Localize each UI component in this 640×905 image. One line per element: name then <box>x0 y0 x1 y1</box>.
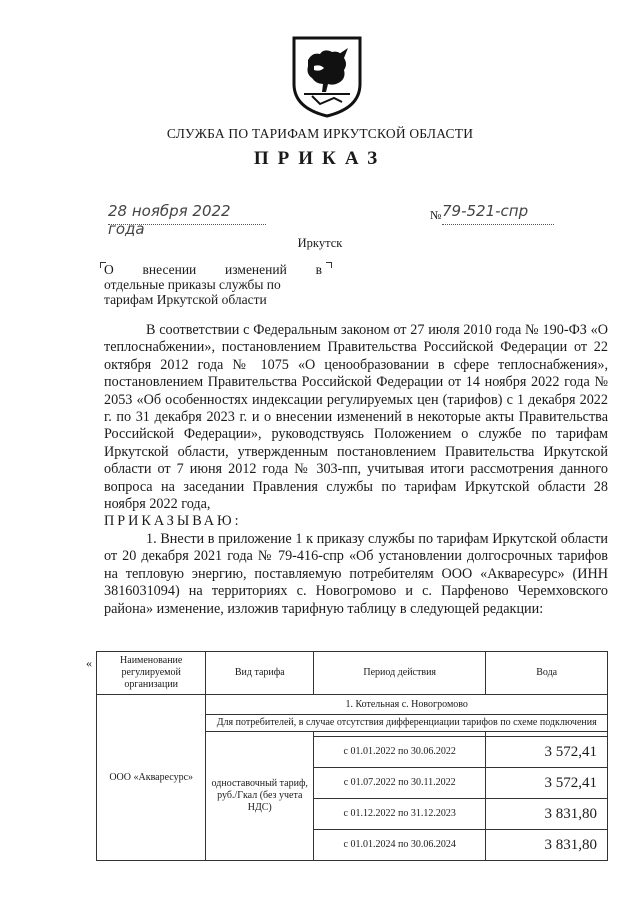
period-cell: с 01.07.2022 по 30.11.2022 <box>314 768 486 799</box>
number-label: № <box>430 208 442 222</box>
subject-word: изменений <box>225 262 287 277</box>
coat-of-arms-emblem <box>290 34 364 118</box>
document-title: ПРИКАЗ <box>253 148 387 169</box>
handwritten-date <box>108 202 268 238</box>
item-1-paragraph: 1. Внести в приложение 1 к приказу службы по тарифам Иркутской области от 20 декабря 2021 года № 79-416-спр «Об установлении долгосрочных тарифов на тепловую энергию, поставляемую потребителям ООО «Акваресурс» (ИНН 3816031094) на территориях с. Новогромово и с. Парфеново Черемховского района» изменение, изложив тарифную таблицу в следующей редакции: <box>104 530 608 617</box>
subject-block <box>104 262 322 307</box>
handwritten-number-text: 79-521-спр <box>442 202 529 220</box>
tariff-desc-cell: одноставочный тариф, руб./Гкал (без учета НДС) <box>206 732 314 861</box>
subject-bracket-right <box>326 262 332 268</box>
header-water: Вода <box>486 652 608 695</box>
subject-word: в <box>315 262 322 277</box>
subject-word: О <box>104 262 114 277</box>
handwritten-number <box>442 202 554 228</box>
subject-line-1 <box>104 262 322 277</box>
value-cell: 3 572,41 <box>486 768 608 799</box>
value-cell: 3 572,41 <box>486 737 608 768</box>
handwritten-date-text: 28 ноября 2022 года <box>108 202 231 238</box>
document-body <box>104 322 608 618</box>
value-cell: 3 831,80 <box>486 830 608 861</box>
header-org: Наименование регулируемой организации <box>97 652 206 695</box>
subsection-cell: Для потребителей, в случае отсутствия дифференциации тарифов по схеме подключения <box>206 715 608 732</box>
decree-heading: ПРИКАЗЫВАЮ: <box>104 513 242 530</box>
period-cell: с 01.01.2022 по 30.06.2022 <box>314 737 486 768</box>
value-cell: 3 831,80 <box>486 799 608 830</box>
table-header-row <box>97 652 608 695</box>
subject-line-2: отдельные приказы службы по <box>104 277 281 292</box>
number-underline <box>442 224 554 225</box>
organization-name: СЛУЖБА ПО ТАРИФАМ ИРКУТСКОЙ ОБЛАСТИ <box>166 126 474 141</box>
table-section-row <box>97 695 608 715</box>
preamble-paragraph: В соответствии с Федеральным законом от 27 июля 2010 года № 190-ФЗ «О теплоснабжении», постановлением Правительства Российской Федерации от 22 октября 2012 года № 1075 «О ценообразовании в сфере теплоснабжения», постановлением Правительства Российской Федерации от 14 ноября 2022 года № 2053 «Об особенностях индексации регулируемых цен (тарифов) с 1 декабря 2022 г. по 31 декабря 2023 г. и о внесении изменений в некоторые акты Правительства Российской Федерации», руководствуясь Положением о службе по тарифам Иркутской области, утвержденным постановлением Правительства Иркутской области от 7 июня 2012 года № 303-пп, учитывая итоги рассмотрения данного вопроса на заседании Правления службы по тарифам Иркутской области 28 ноября 2022 года, <box>104 322 608 513</box>
subject-word: внесении <box>142 262 197 277</box>
section-cell: 1. Котельная с. Новогромово <box>206 695 608 715</box>
header-period: Период действия <box>314 652 486 695</box>
org-name-cell: ООО «Акваресурс» <box>97 695 206 861</box>
opening-quote-mark: « <box>86 656 92 670</box>
period-cell: с 01.01.2024 по 30.06.2024 <box>314 830 486 861</box>
header-tariff-type: Вид тарифа <box>206 652 314 695</box>
period-cell: с 01.12.2022 по 31.12.2023 <box>314 799 486 830</box>
city: Иркутск <box>297 236 343 250</box>
tariff-table <box>96 651 608 861</box>
subject-line-3: тарифам Иркутской области <box>104 292 267 307</box>
date-underline <box>108 224 266 225</box>
